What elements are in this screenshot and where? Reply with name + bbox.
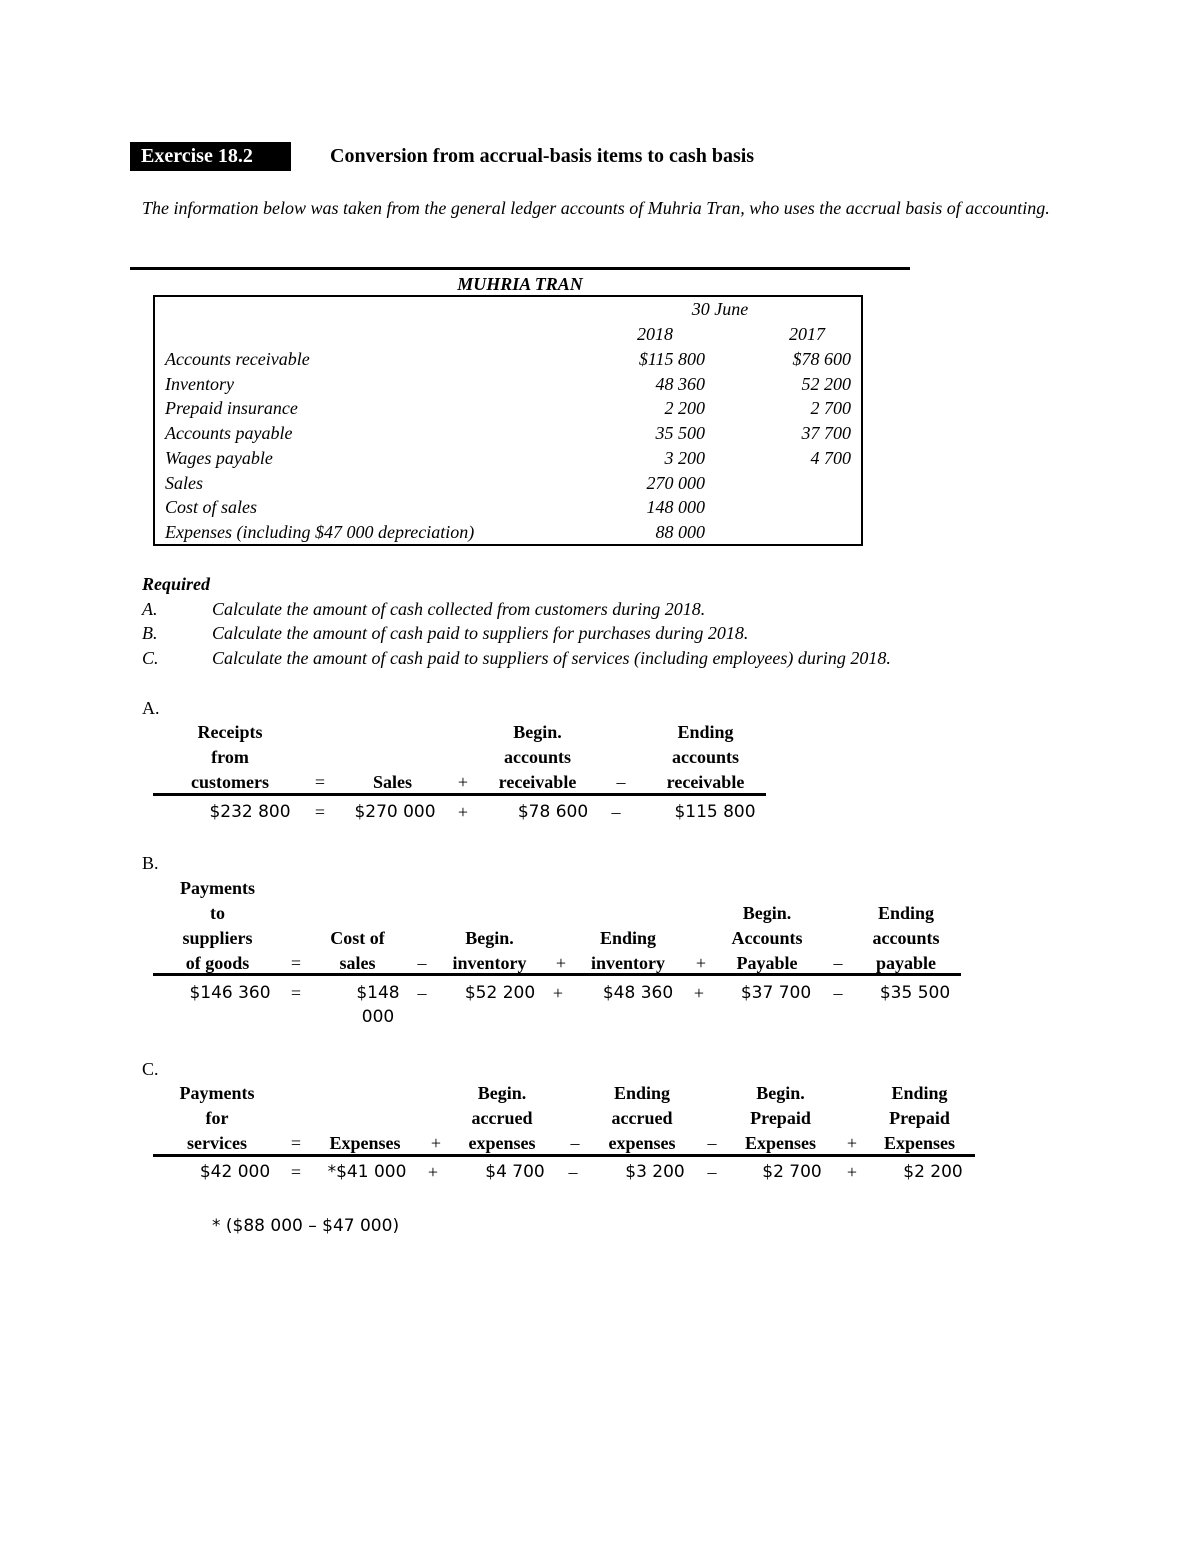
solution-b-letter: B. — [142, 853, 159, 873]
solution-c-value: $3 200 — [625, 1162, 685, 1182]
solution-c-header-text: Begin. accrued expenses — [468, 1083, 536, 1153]
solution-b-operator: = — [290, 953, 302, 973]
solution-c-operator: = — [290, 1133, 302, 1153]
solution-b-header — [437, 926, 542, 976]
ledger-row-2017-value: 4 700 — [810, 448, 851, 468]
solution-c-header-text: Ending accrued expenses — [608, 1083, 676, 1153]
solution-a-rule — [153, 793, 766, 796]
solution-c-operator: – — [570, 1133, 580, 1153]
solution-c-header-text: Begin. Prepaid Expenses — [744, 1083, 816, 1153]
solution-c-header-text: Expenses — [329, 1133, 401, 1153]
ledger-year-2018: 2018 — [637, 324, 673, 344]
solution-c-operator: + — [846, 1162, 858, 1182]
solution-b-operator: + — [693, 983, 705, 1003]
solution-b-header — [578, 926, 678, 976]
ledger-row-2018-value: 48 360 — [655, 374, 705, 394]
ledger-row-2018-value: 270 000 — [646, 473, 705, 493]
solution-a-operator: = — [314, 772, 326, 792]
solution-b-operator: – — [417, 953, 427, 973]
ledger-row-2018-value: 2 200 — [664, 398, 705, 418]
solution-a-header-text: Ending accounts receivable — [666, 722, 745, 792]
solution-c-operator: = — [290, 1162, 302, 1182]
solution-c-header-text: Payments for services — [179, 1083, 255, 1153]
ledger-row-2018-value: 88 000 — [655, 522, 705, 542]
solution-c-value: $42 000 — [199, 1162, 271, 1182]
solution-c-footnote: * ($88 000 – $47 000) — [212, 1216, 400, 1236]
solution-c-header — [315, 1131, 415, 1156]
ledger-row-2018-value: 148 000 — [646, 497, 705, 517]
required-heading: Required — [142, 574, 211, 594]
solution-b-header-text: Begin. inventory — [452, 928, 527, 973]
solution-a-operator: + — [457, 802, 469, 822]
solution-c-header — [452, 1081, 552, 1156]
ledger-row-2018-value: $115 800 — [638, 349, 705, 369]
solution-c-operator: + — [430, 1133, 442, 1153]
solution-c-operator: + — [846, 1133, 858, 1153]
solution-b-header — [716, 901, 818, 976]
solution-c-value: $2 200 — [903, 1162, 963, 1182]
solution-c-operator: – — [707, 1133, 717, 1153]
solution-a-value: $78 600 — [517, 802, 589, 822]
ledger-row-2017-value: 2 700 — [810, 398, 851, 418]
solution-a-value: $232 800 — [209, 802, 291, 822]
solution-c-header — [152, 1081, 282, 1156]
solution-a-operator: – — [616, 772, 626, 792]
solution-a-header-text: Sales — [372, 772, 412, 792]
solution-b-header — [855, 901, 957, 976]
solution-b-value: $48 360 — [602, 983, 674, 1003]
solution-b-operator: + — [552, 983, 564, 1003]
ledger-row-label: Prepaid insurance — [165, 398, 298, 418]
ledger-row-label: Accounts receivable — [165, 349, 310, 369]
ledger-top-rule — [130, 267, 910, 270]
ledger-name: MUHRIA TRAN — [457, 274, 583, 294]
solution-c-header — [728, 1081, 833, 1156]
solution-c-value: *$41 000 — [327, 1162, 407, 1182]
solution-c-operator: – — [568, 1162, 578, 1182]
solution-a-header — [648, 720, 763, 795]
solution-b-rule — [153, 973, 961, 976]
required-letter: B. — [142, 623, 158, 643]
solution-a-value: $270 000 — [354, 802, 436, 822]
solution-a-value: $115 800 — [674, 802, 756, 822]
solution-c-operator: + — [427, 1162, 439, 1182]
solution-a-header — [345, 770, 440, 795]
solution-b-operator: – — [833, 983, 843, 1003]
ledger-row-label: Wages payable — [165, 448, 273, 468]
solution-b-header-text: Ending inventory — [591, 928, 665, 973]
solution-c-operator: – — [707, 1162, 717, 1182]
ledger-date-header: 30 June — [691, 299, 749, 319]
solution-c-value: $4 700 — [485, 1162, 545, 1182]
solution-b-header — [310, 926, 405, 976]
solution-a-header-text: Begin. accounts receivable — [498, 722, 577, 792]
solution-c-header — [592, 1081, 692, 1156]
solution-b-header-text: Ending accounts payable — [872, 903, 940, 973]
solution-c-header-text: Ending Prepaid Expenses — [883, 1083, 955, 1153]
required-letter: A. — [142, 599, 158, 619]
solution-a-header — [160, 720, 300, 795]
exercise-label: Exercise 18.2 — [130, 142, 291, 171]
solution-c-header — [867, 1081, 972, 1156]
solution-b-header-text: Payments to suppliers of goods — [180, 878, 255, 973]
solution-a-operator: + — [457, 772, 469, 792]
ledger-row-label: Accounts payable — [165, 423, 293, 443]
solution-a-operator: = — [314, 802, 326, 822]
exercise-title: Conversion from accrual-basis items to cash basis — [330, 145, 755, 167]
solution-a-operator: – — [611, 802, 621, 822]
solution-c-value: $2 700 — [762, 1162, 822, 1182]
required-text: Calculate the amount of cash paid to suppliers for purchases during 2018. — [212, 623, 749, 643]
required-text: Calculate the amount of cash paid to suppliers of services (including employees) during 2018. — [212, 648, 891, 668]
solution-a-letter: A. — [142, 698, 160, 718]
solution-b-operator: + — [695, 953, 707, 973]
solution-b-operator: – — [417, 983, 427, 1003]
intro-paragraph: The information below was taken from the general ledger accounts of Muhria Tran, who uses the accrual basis of accounting. — [142, 198, 1050, 218]
ledger-row-label: Expenses (including $47 000 depreciation) — [165, 522, 475, 542]
ledger-row-label: Inventory — [165, 374, 234, 394]
solution-a-header-text: Receipts from customers — [191, 722, 269, 792]
ledger-year-2017: 2017 — [789, 324, 825, 344]
solution-b-value: $37 700 — [740, 983, 812, 1003]
ledger-row-2018-value: 35 500 — [655, 423, 705, 443]
solution-c-letter: C. — [142, 1059, 159, 1079]
required-text: Calculate the amount of cash collected from customers during 2018. — [212, 599, 706, 619]
solution-a-header — [480, 720, 595, 795]
solution-b-operator: + — [555, 953, 567, 973]
solution-b-value: $148 000 — [356, 983, 400, 1027]
ledger-row-2017-value: $78 600 — [792, 349, 851, 369]
solution-b-value: $35 500 — [879, 983, 951, 1003]
solution-b-operator: – — [833, 953, 843, 973]
solution-b-header-text: Cost of sales — [330, 928, 385, 973]
ledger-row-label: Sales — [165, 473, 203, 493]
solution-b-value: $146 360 — [189, 983, 271, 1003]
required-letter: C. — [142, 648, 159, 668]
solution-c-rule — [153, 1154, 975, 1157]
ledger-row-2018-value: 3 200 — [664, 448, 705, 468]
solution-b-value: $52 200 — [464, 983, 536, 1003]
ledger-row-label: Cost of sales — [165, 497, 258, 517]
solution-b-header-text: Begin. Accounts Payable — [731, 903, 803, 973]
solution-b-header — [150, 876, 285, 976]
ledger-row-2017-value: 52 200 — [801, 374, 851, 394]
ledger-row-2017-value: 37 700 — [801, 423, 851, 443]
solution-b-operator: = — [290, 983, 302, 1003]
